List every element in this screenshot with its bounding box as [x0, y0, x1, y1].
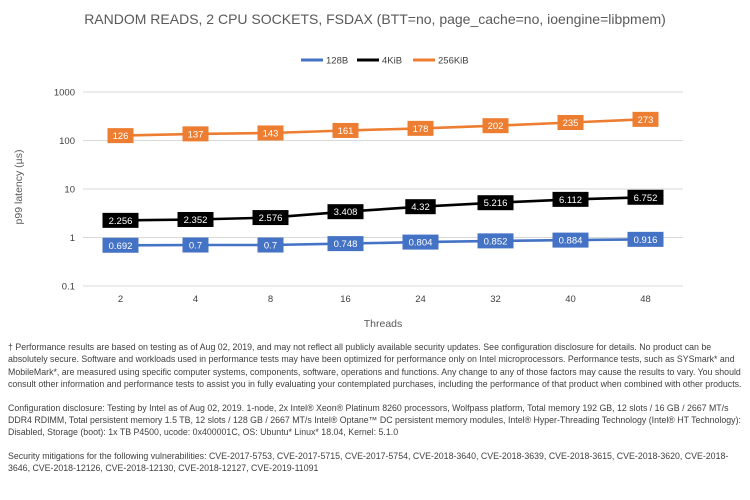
data-label: 0.7: [263, 240, 278, 252]
legend-label: 256KiB: [438, 55, 469, 67]
data-label: 0.7: [188, 240, 203, 252]
data-label: 126: [112, 131, 129, 143]
data-label: 143: [262, 128, 279, 140]
x-tick-label: 8: [267, 294, 274, 305]
data-label: 2.352: [183, 214, 208, 226]
x-axis-title: Threads: [363, 318, 403, 330]
y-axis: [54, 88, 75, 293]
configuration-disclosure: Configuration disclosure: Testing by Intel as of Aug 02, 2019. 1-node, 2x Intel® Xeon® Platinum 8260 processors, Wolfpass platform, Total memory 192 GB, 12 slots / 16 GB / 2667 MT/s DDR4 RDIMM, Total persistent memory 1.5 TB, 12 slots / 128 GB / 2667 MT/s Intel® Optane™ DC persistent memory modules, Intel® Hyper-Threading Technology (Intel® HT Technology): Disabled, Storage (boot): 1x TB P4500, ucode: 0x400001C, OS: Ubuntu* Linux* 18.04, Kernel: 5.1.0: [8, 402, 741, 438]
security-mitigations: Security mitigations for the following vulnerabilities: CVE-2017-5753, CVE-2017-5715, CVE-2017-5754, CVE-2018-3640, CVE-2018-3639, CVE-2018-3615, CVE-2018-3620, CVE-2018-3646, CVE-2018-12126, CVE-2018-12130, CVE-2018-12127, CVE-2019-11091: [8, 450, 729, 474]
y-tick-label: 10: [64, 184, 75, 196]
y-tick-label: 1000: [53, 87, 75, 99]
data-label: 0.916: [633, 234, 658, 246]
x-axis: [118, 294, 651, 305]
x-tick-label: 2: [117, 294, 124, 305]
legend: [301, 56, 469, 67]
data-label: 3.408: [333, 207, 358, 219]
data-label: 178: [412, 123, 429, 135]
y-tick-label: 0.1: [61, 281, 75, 293]
data-label: 2.576: [258, 213, 283, 225]
plot-area: [103, 112, 664, 253]
x-tick-label: 24: [415, 294, 426, 305]
data-label: 273: [637, 114, 654, 126]
x-tick-label: 48: [640, 294, 651, 305]
data-label: 6.752: [633, 192, 658, 204]
data-label: 0.852: [483, 236, 508, 248]
data-label: 0.884: [558, 235, 583, 247]
data-label: 137: [187, 129, 204, 141]
data-label: 5.216: [483, 198, 508, 210]
y-tick-label: 1: [69, 233, 75, 244]
footnotes: [8, 341, 744, 486]
data-label: 0.748: [333, 239, 358, 251]
y-tick-label: 100: [59, 136, 75, 147]
x-tick-label: 4: [192, 294, 199, 305]
performance-disclaimer: † Performance results are based on testing as of Aug 02, 2019, and may not reflect all publicly available security updates. See configuration disclosure for details. No product can be absolutely secure. Software and workloads used in performance tests may have been optimized for performance only on Intel microprocessors. Performance tests, such as SYSmark* and MobileMark*, are measured using specific computer systems, components, software, operations and functions. Any change to any of those factors may cause the results to vary. You should consult other information and performance tests to assist you in fully evaluating your contemplated purchases, including the performance of that product when combined with other products.: [8, 342, 742, 390]
x-tick-label: 40: [565, 294, 576, 305]
x-tick-label: 32: [490, 294, 501, 305]
data-label: 4.32: [411, 202, 430, 214]
data-label: 202: [487, 121, 504, 133]
y-axis-title: p99 latency (µs): [13, 149, 25, 225]
data-label: 0.804: [408, 237, 433, 249]
data-label: 235: [562, 118, 579, 130]
legend-label: 4KiB: [382, 55, 403, 67]
data-label: 0.692: [108, 240, 133, 252]
x-tick-label: 16: [340, 294, 351, 305]
chart-title: RANDOM READS, 2 CPU SOCKETS, FSDAX (BTT=no, page_cache=no, ioengine=libpmem): [84, 11, 666, 27]
data-label: 161: [337, 125, 354, 137]
data-label: 6.112: [558, 194, 583, 206]
legend-label: 128B: [326, 55, 349, 67]
data-label: 2.256: [108, 215, 133, 227]
